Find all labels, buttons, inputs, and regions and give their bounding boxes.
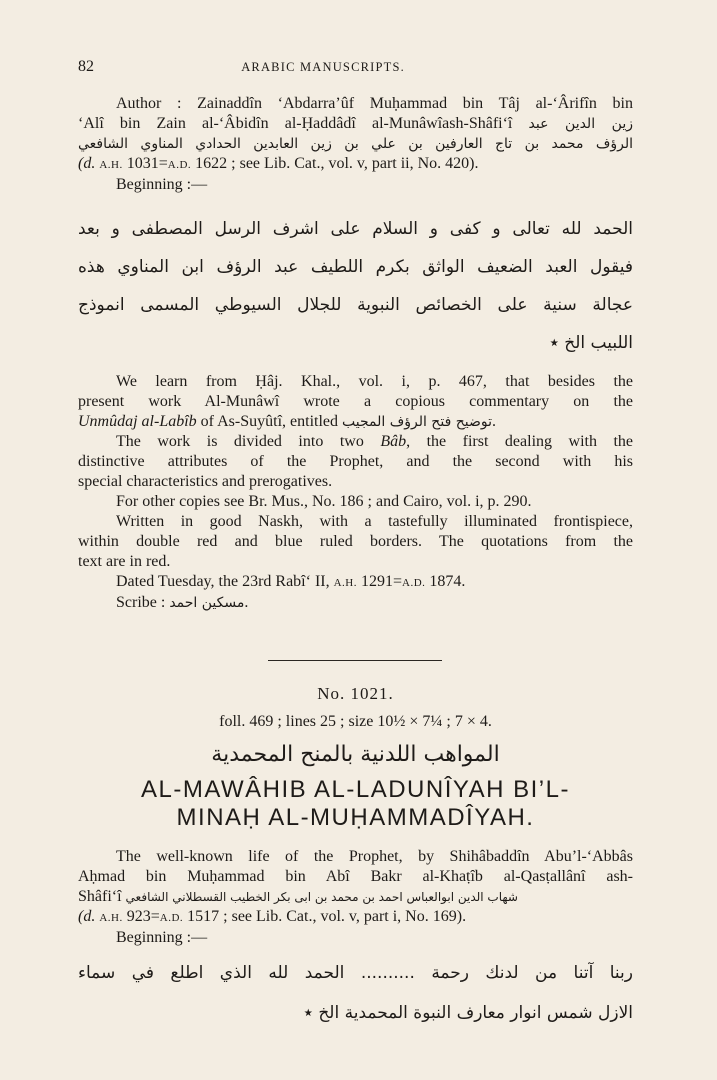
- arabic2-line-1: ربنا آتنا من لدنك رحمة .......... الحمد لله الذي اطلع في سماء: [78, 963, 633, 983]
- date2-ad-label: A.D.: [159, 912, 184, 924]
- date2-ah: 923=: [122, 908, 160, 925]
- arabic2-line-2: الازل شمس انوار معارف النبوة المحمدية الخ ٭: [303, 1003, 633, 1023]
- author-line-2: [78, 114, 633, 134]
- desc-line-3: [78, 887, 633, 907]
- section-divider: [268, 660, 442, 661]
- date2-prefix: (d.: [78, 908, 96, 925]
- arabic-line-3: عجالة سنية على الخصائص النبوية للجلال السيوطي المسمى انموذج: [78, 295, 633, 315]
- title-line-1: AL-MAWÂHIB AL-LADUNÎYAH BI’L-: [141, 776, 570, 803]
- unmudaj-title: Unmûdaj al-Labîb: [78, 413, 197, 430]
- author-arabic-entry-2: شهاب الدين ابوالعباس احمد بن محمد بن ابى بكر الخطيب القسطلاني الشافعي: [125, 890, 518, 904]
- dated-line: [78, 572, 633, 593]
- ad-label: A.D.: [167, 159, 192, 171]
- written-line-2: within double red and blue ruled borders. The quotations from the: [78, 533, 633, 550]
- para1-line-1: We learn from Ḥâj. Khal., vol. i, p. 467, that besides the: [116, 373, 633, 390]
- date-rest: 1622 ; see Lib. Cat., vol. v, part ii, No. 420).: [195, 155, 479, 172]
- date-ah: 1031=: [126, 155, 168, 172]
- written-line-1: Written in good Naskh, with a tastefully illuminated frontispiece,: [116, 513, 633, 530]
- running-title: ARABIC MANUSCRIPTS.: [241, 60, 405, 74]
- dated-pre: Dated Tuesday, the 23rd Rabî‘ II,: [116, 573, 334, 590]
- desc-pre: Shâfi‘î: [78, 888, 122, 905]
- author-name-part: ‘Alî bin Zain al-‘Âbidîn al-Ḥaddâdî al-Munâwî: [78, 115, 443, 132]
- scribe-label: Scribe :: [116, 594, 170, 611]
- entry-2-beginning-arabic: [78, 958, 633, 1028]
- page-number: 82: [78, 58, 94, 75]
- para2-line-2: distinctive attributes of the Prophet, and the second with his: [78, 453, 633, 470]
- scribe-line: [78, 593, 633, 613]
- collation: foll. 469 ; lines 25 ; size 10½ × 7¼ ; 7 × 4.: [219, 713, 492, 730]
- beginning-label-2: Beginning :—: [116, 929, 208, 946]
- entry-2-body: [78, 847, 633, 948]
- arabic-line-1: الحمد لله تعالى و كفى و السلام على اشرف الرسل المصطفى و بعد: [78, 219, 633, 239]
- ah-label: A.H.: [99, 159, 123, 171]
- para2-line-1: [78, 432, 633, 452]
- dated-ah-label: A.H.: [333, 577, 357, 589]
- entry-2-head: [78, 684, 633, 832]
- dated-ah: 1291=: [356, 573, 403, 590]
- para1-line-3: [78, 412, 633, 432]
- date2-rest: 1517 ; see Lib. Cat., vol. v, part i, No. 169).: [183, 908, 467, 925]
- bab-term: Bâb: [380, 433, 407, 450]
- title-arabic: المواهب اللدنية بالمنح المحمدية: [211, 742, 500, 767]
- dated-ad: 1874.: [425, 573, 466, 590]
- para1-mid: of As-Suyûtî, entitled: [196, 413, 342, 430]
- para2-pre: The work is divided into two: [116, 433, 381, 450]
- scribe-name-arabic: مسكين احمد: [169, 595, 245, 611]
- para2-line-3: special characteristics and prerogatives.: [78, 473, 333, 490]
- title-line-2: MINAḤ AL-MUḤAMMADÎYAH.: [176, 804, 535, 831]
- author-line-1: Author : Zainaddîn ‘Abdarra’ûf Muḥammad bin Tâj al-‘Ârifîn bin: [116, 95, 633, 112]
- para2-post: , the first dealing with the: [406, 433, 633, 450]
- arabic-line-4: اللبيب الخ ٭: [549, 333, 633, 353]
- author-arabic-1: زين الدين عبد: [528, 116, 633, 132]
- desc-line-2: Aḥmad bin Muḥammad bin Abî Bakr al-Khaṭîb al-Qasṭallânî ash-: [78, 868, 633, 885]
- author-arabic-line: [78, 134, 633, 154]
- death-date: [78, 154, 633, 175]
- dated-ad-label: A.D.: [402, 577, 426, 589]
- para1-end: .: [492, 413, 496, 430]
- death-date-2: [78, 907, 633, 928]
- para1-line-2: present work Al-Munâwî wrote a copious commentary on the: [78, 393, 633, 410]
- running-header: [78, 58, 633, 76]
- commentary-title-arabic: توضيح فتح الرؤف المجيب: [342, 414, 492, 430]
- arabic-line-2: فيقول العبد الضعيف الواثق بكرم اللطيف عبد الرؤف ابن المناوي هذه: [78, 257, 633, 277]
- entry-number: No. 1021.: [317, 684, 394, 703]
- entry-1: [78, 94, 633, 195]
- scribe-end: .: [244, 594, 249, 611]
- entry-1-notes: [78, 372, 633, 613]
- desc-line-1: The well-known life of the Prophet, by Shihâbaddîn Abu’l-‘Abbâs: [116, 848, 633, 865]
- other-copies: For other copies see Br. Mus., No. 186 ; and Cairo, vol. i, p. 290.: [116, 493, 532, 510]
- author-nisba: ash-Shâfi‘î: [442, 115, 513, 132]
- beginning-label: Beginning :—: [116, 176, 208, 193]
- date2-ah-label: A.H.: [99, 912, 123, 924]
- entry-1-beginning-arabic: [78, 214, 633, 358]
- author-arabic-2: الرؤف محمد بن تاج العارفين بن علي بن زين العابدين الحدادي المناوي الشافعي: [78, 136, 633, 152]
- written-line-3: text are in red.: [78, 553, 171, 570]
- date-prefix: (d.: [78, 155, 96, 172]
